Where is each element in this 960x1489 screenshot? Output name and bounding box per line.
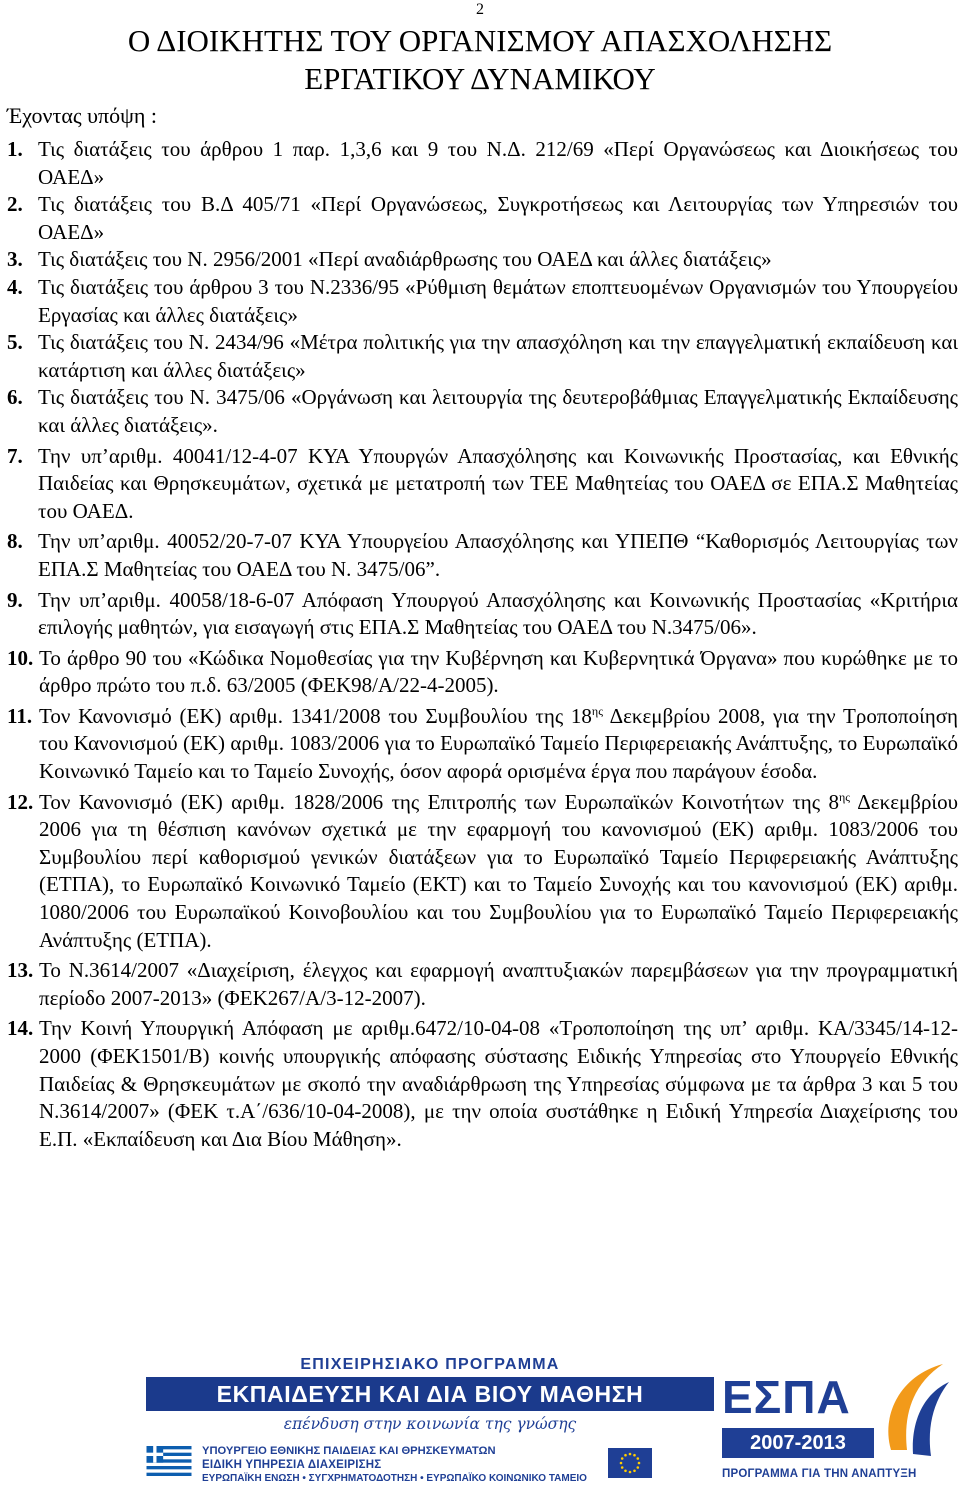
list-item: 9. Την υπ’αριθμ. 40058/18-6-07 Απόφαση Υπουργού Απασχόλησης και Κοινωνικής Προστασίας «Κριτήρια επιλογής μαθητών, για εισαγωγή στις ΕΠΑ.Σ Μαθητείας του ΟΑΕΔ του Ν.3475/06». [7, 587, 958, 640]
espa-years: 2007-2013 [722, 1428, 874, 1458]
eu-flag-icon [608, 1448, 652, 1478]
ministry-text [202, 1444, 587, 1486]
title-line-1: Ο ΔΙΟΙΚΗΤΗΣ ΤΟΥ ΟΡΓΑΝΙΣΜΟΥ ΑΠΑΣΧΟΛΗΣΗΣ [127, 23, 833, 58]
list-item: 6. Τις διατάξεις του Ν. 3475/06 «Οργάνωση και λειτουργία της δευτεροβάθμιας Επαγγελματικής Εκπαίδευσης και άλλες διατάξεις». [7, 385, 958, 437]
espa-swirl-icon [877, 1358, 953, 1464]
operational-programme-logo [146, 1355, 714, 1437]
list-item: 1. Τις διατάξεις του άρθρου 1 παρ. 1,3,6 και 9 του Ν.Δ. 212/69 «Περί Οργανώσεως και Διοικήσεως του ΟΑΕΔ» [7, 137, 958, 189]
programme-heading: ΕΠΙΧΕΙΡΗΣΙΑΚΟ ΠΡΟΓΡΑΜΜΑ [300, 1356, 560, 1373]
list-item: 12. Τον Κανονισμό (ΕΚ) αριθμ. 1828/2006 της Επιτροπής των Ευρωπαϊκών Κοινοτήτων της $8^{\eta\varsigma}$ Δεκεμβρίου 2006 για τη θέσπιση κανόνων σχετικά με την εφαρμογή του κανονισμού (ΕΚ) αριθμ. 1083/2006 του Συμβουλίου περί καθορισμού γενικών διατάξεων για το Ευρωπαϊκό Ταμείο Περιφερειακής Ανάπτυξης (ΕΤΠΑ), το Ευρωπαϊκό Κοινωνικό Ταμείο (ΕΚΤ) και το Ταμείο Συνοχής και του κανονισμού (ΕΚ) αριθμ. 1080/2006 του Ευρωπαϊκού Κοινοβουλίου και του Συμβουλίου για το Ευρωπαϊκό Ταμείο Περιφερειακής Ανάπτυξης (ΕΤΠΑ). [7, 789, 958, 952]
list-item: 3. Τις διατάξεις του Ν. 2956/2001 «Περί αναδιάρθρωσης του ΟΑΕΔ και άλλες διατάξεις» [7, 247, 772, 272]
list-item: 4. Τις διατάξεις του άρθρου 3 του Ν.2336/95 «Ρύθμιση θεμάτων εποπτευομένων Οργανισμών του Υπουργείου Εργασίας και άλλες διατάξεις» [7, 274, 958, 327]
co-financing-note: ΕΥΡΩΠΑΪΚΗ ΕΝΩΣΗ • ΣΥΓΧΡΗΜΑΤΟΔΟΤΗΣΗ • ΕΥΡΩΠΑΪΚΟ ΚΟΙΝΩΝΙΚΟ ΤΑΜΕΙΟ [202, 1473, 587, 1484]
espa-logo [722, 1358, 954, 1486]
intro-text: Έχοντας υπόψη : [7, 103, 157, 128]
title-line-2: ΕΡΓΑΤΙΚΟΥ ΔΥΝΑΜΙΚΟΥ [304, 61, 656, 96]
list-item: 11. Τον Κανονισμό (ΕΚ) αριθμ. 1341/2008 του Συμβουλίου της $18^{\eta\varsigma}$ Δεκεμβρίου 2008, για την Τροποποίηση του Κανονισμού (ΕΚ) αριθμ. 1083/2006 για το Ευρωπαϊκό Ταμείο Περιφερειακής Ανάπτυξης, το Ευρωπαϊκό Κοινωνικό Ταμείο και το Ταμείο Συνοχής, όσον αφορά ορισμένα έργα που παράγουν έσοδα. [7, 703, 958, 784]
managing-authority: ΕΙΔΙΚΗ ΥΠΗΡΕΣΙΑ ΔΙΑΧΕΙΡΙΣΗΣ [202, 1459, 382, 1471]
list-item: 7. Την υπ’αριθμ. 40041/12-4-07 ΚΥΑ Υπουργών Απασχόλησης και Κοινωνικής Προστασίας, και Εθνικής Παιδείας και Θρησκευμάτων, σχετικά με μετατροπή των ΤΕΕ Μαθητείας του ΟΑΕΔ σε ΕΠΑ.Σ Μαθητείας του ΟΑΕΔ. [7, 443, 958, 523]
espa-subtitle: ΠΡΟΓΡΑΜΜΑ ΓΙΑ ΤΗΝ ΑΝΑΠΤΥΞΗ [722, 1468, 917, 1480]
considerations-list [7, 136, 958, 1153]
programme-slogan: επένδυση στην κοινωνία της γνώσης [283, 1415, 577, 1433]
document-title [0, 22, 960, 98]
list-item: 5. Τις διατάξεις του Ν. 2434/96 «Μέτρα πολιτικής για την απασχόληση και την επαγγελματική εκπαίδευση και κατάρτιση και άλλες διατάξεις» [7, 330, 958, 382]
ministry-strip [146, 1444, 714, 1484]
ministry-name: ΥΠΟΥΡΓΕΙΟ ΕΘΝΙΚΗΣ ΠΑΙΔΕΙΑΣ ΚΑΙ ΘΡΗΣΚΕΥΜΑΤΩΝ [202, 1445, 496, 1457]
greek-flag-icon [146, 1446, 192, 1476]
list-item: 2. Τις διατάξεις του Β.Δ 405/71 «Περί Οργανώσεως, Συγκροτήσεως και Λειτουργίας των Υπηρεσιών του ΟΑΕΔ» [7, 192, 958, 244]
list-item: 13. Το Ν.3614/2007 «Διαχείριση, έλεγχος και εφαρμογή αναπτυξιακών παρεμβάσεων για την προγραμματική περίοδο 2007-2013» (ΦΕΚ267/Α/3-12-2007). [7, 958, 958, 1010]
programme-name: ΕΚΠΑΙΔΕΥΣΗ ΚΑΙ ΔΙΑ ΒΙΟΥ ΜΑΘΗΣΗ [146, 1377, 714, 1411]
list-item: 14. Την Κοινή Υπουργική Απόφαση με αριθμ.6472/10-04-08 «Τροποποίηση της υπ’ αριθμ. ΚΑ/3345/14-12-2000 (ΦΕΚ1501/Β) κοινής υπουργικής απόφασης σύστασης Ειδικής Υπηρεσίας στο Υπουργείο Εθνικής Παιδείας & Θρησκευμάτων με σκοπό την αναδιάρθρωση της Υπηρεσίας σύμφωνα με τα άρθρα 3 και 5 του Ν.3614/2007» (ΦΕΚ τ.Α΄/636/10-04-2008), με την οποία συστάθηκε η Ειδική Υπηρεσία Διαχείρισης του Ε.Π. «Εκπαίδευση και Δια Βίου Μάθηση». [7, 1016, 958, 1151]
list-item: 8. Την υπ’αριθμ. 40052/20-7-07 ΚΥΑ Υπουργείου Απασχόλησης και ΥΠΕΠΘ “Καθορισμός Λειτουργίας των ΕΠΑ.Σ Μαθητείας του ΟΑΕΔ του Ν. 3475/06”. [7, 529, 958, 581]
list-item: 10. Το άρθρο 90 του «Κώδικα Νομοθεσίας για την Κυβέρνηση και Κυβερνητικά Όργανα» που κυρώθηκε με το άρθρο πρώτο του π.δ. 63/2005 (ΦΕΚ98/Α/22-4-2005). [7, 645, 958, 698]
footer-banner [0, 1346, 960, 1489]
page-number: 2 [476, 1, 484, 18]
espa-wordmark: ΕΣΠΑ [722, 1371, 851, 1423]
